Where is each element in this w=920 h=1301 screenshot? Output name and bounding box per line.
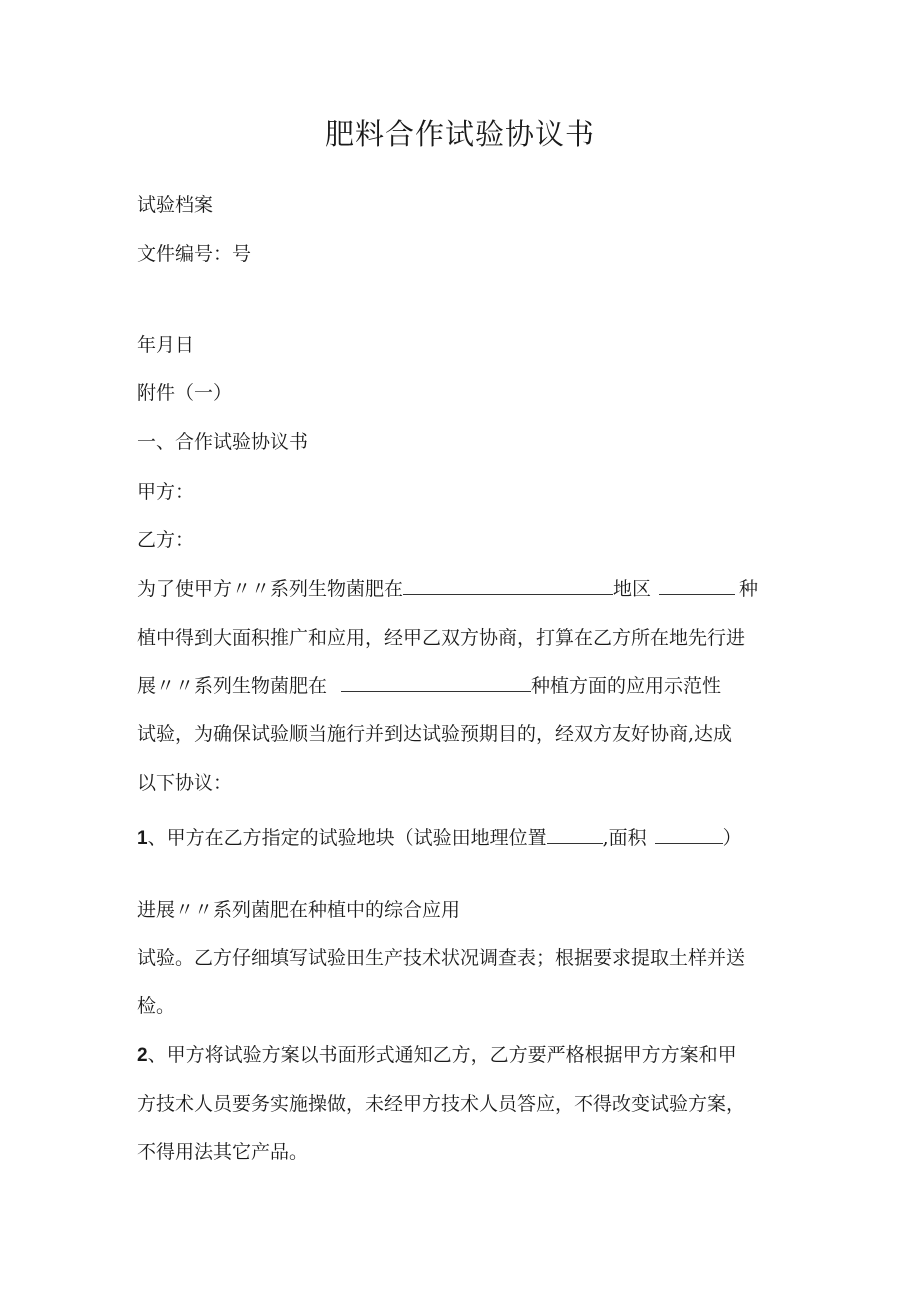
clause-2-line-3: 不得用法其它产品。 bbox=[137, 1141, 309, 1163]
intro-line-4: 试验，为确保试验顺当施行并到达试验预期目的，经双方友好协商,达成 bbox=[137, 723, 733, 745]
intro-line-5: 以下协议： bbox=[137, 772, 233, 794]
crop-blank bbox=[659, 576, 735, 595]
clause-text: 、甲方将试验方案以书面形式通知乙方，乙方要严格根据甲方方案和甲 bbox=[147, 1044, 737, 1066]
clause-1-line-1 bbox=[137, 824, 742, 853]
clause-number: 2 bbox=[137, 1045, 148, 1066]
crop-type-blank bbox=[341, 673, 531, 692]
intro-line-2: 植中得到大面积推广和应用，经甲乙双方协商，打算在乙方所在地先行进 bbox=[137, 627, 746, 649]
section-heading: 一、合作试验协议书 bbox=[137, 431, 309, 453]
attachment-label: 附件（一） bbox=[137, 382, 233, 404]
party-a-line: 甲方： bbox=[137, 481, 195, 503]
clause-2-line-2: 方技术人员要务实施操做，未经甲方技术人员答应，不得改变试验方案， bbox=[137, 1093, 746, 1115]
clause-1-line-4: 检。 bbox=[137, 995, 176, 1017]
clause-text: 、甲方在乙方指定的试验地块（试验田地理位置 bbox=[147, 827, 547, 849]
intro-text: 地区 bbox=[613, 578, 652, 600]
region-blank bbox=[403, 576, 613, 595]
date-line: 年月日 bbox=[137, 334, 195, 356]
document-title: 肥料合作试验协议书 bbox=[324, 117, 595, 151]
intro-line-1 bbox=[137, 575, 758, 603]
intro-text: 为了使甲方〃〃系列生物菌肥在 bbox=[137, 578, 404, 600]
clause-1-line-3: 试验。乙方仔细填写试验田生产技术状况调查表；根据要求提取土样并送 bbox=[137, 947, 746, 969]
archive-label: 试验档案 bbox=[137, 194, 214, 216]
clause-2-line-1 bbox=[137, 1041, 737, 1070]
party-b-line: 乙方： bbox=[137, 529, 195, 551]
area-blank bbox=[655, 825, 723, 844]
clause-text: ,面积 bbox=[602, 827, 647, 849]
file-number: 文件编号：号 bbox=[137, 243, 252, 265]
clause-text: ） bbox=[722, 827, 742, 849]
intro-text: 种植方面的应用示范性 bbox=[531, 675, 722, 697]
clause-1-line-2: 进展〃〃系列菌肥在种植中的综合应用 bbox=[137, 899, 461, 921]
intro-text: 展〃〃系列生物菌肥在 bbox=[137, 675, 328, 697]
intro-text: 种 bbox=[739, 578, 759, 600]
clause-number: 1 bbox=[137, 828, 148, 849]
intro-line-3 bbox=[137, 672, 721, 700]
location-blank bbox=[547, 825, 603, 844]
